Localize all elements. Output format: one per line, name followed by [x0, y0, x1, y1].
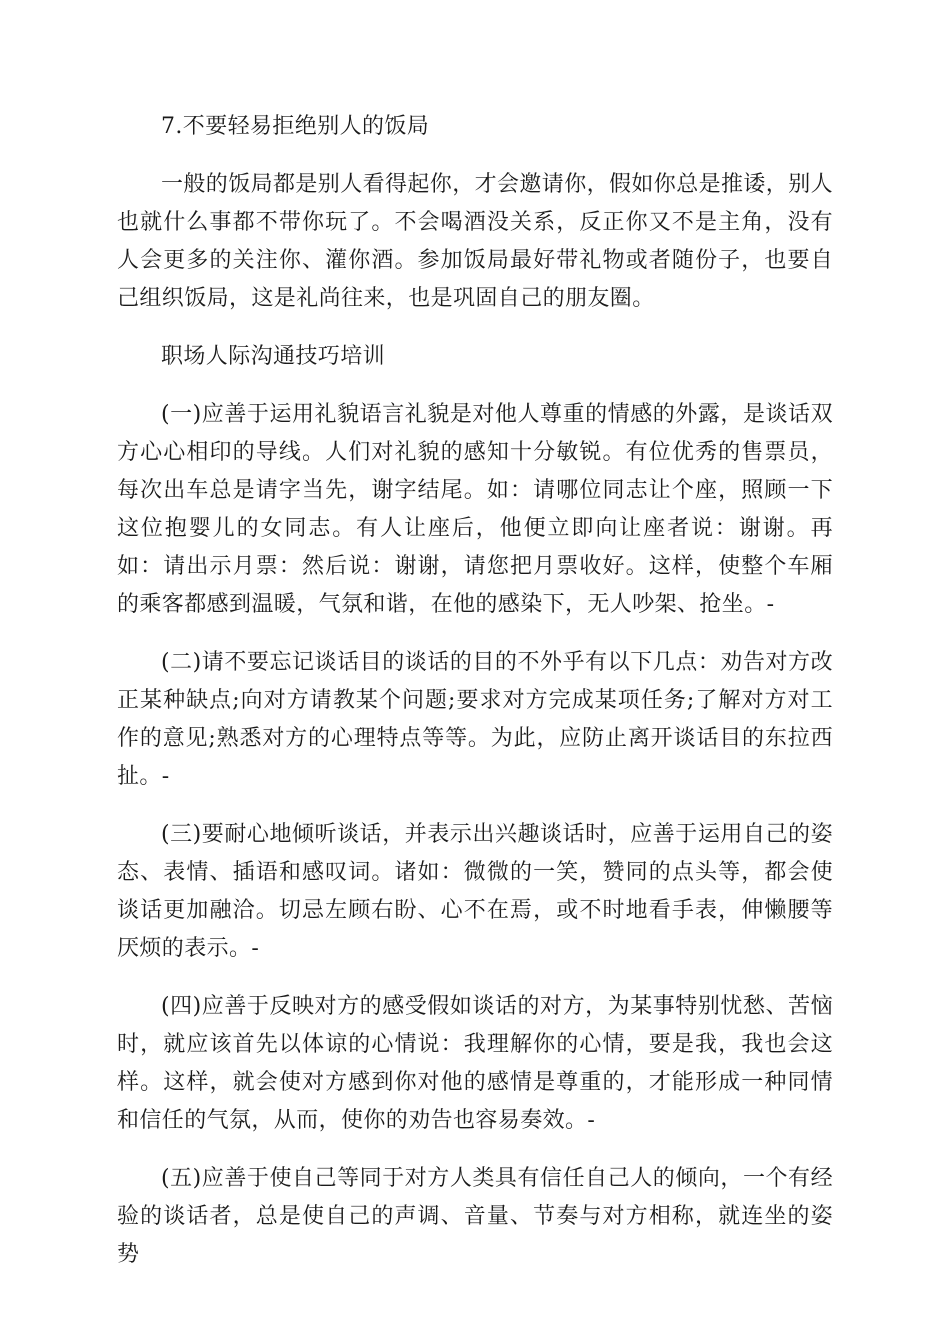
spacer [117, 796, 833, 816]
point-2-paragraph: (二)请不要忘记谈话目的谈话的目的不外乎有以下几点：劝告对方改正某种缺点;向对方请教某个问题;要求对方完成某项任务;了解对方对工作的意见;熟悉对方的心理特点等等。为此，应防止离开谈话目的东拉西扯。- [117, 650, 833, 789]
spacer [117, 318, 833, 338]
spacer [117, 146, 833, 166]
spacer [117, 1140, 833, 1160]
point-5-paragraph: (五)应善于使自己等同于对方人类具有信任自己人的倾向，一个有经验的谈话者，总是使自己的声调、音量、节奏与对方相称，就连坐的姿势 [117, 1166, 833, 1267]
point-3-paragraph: (三)要耐心地倾听谈话，并表示出兴趣谈话时，应善于运用自己的姿态、表情、插语和感叹词。诸如：微微的一笑，赞同的点头等，都会使谈话更加融洽。切忌左顾右盼、心不在焉，或不时地看手表，伸懒腰等厌烦的表示。- [117, 822, 833, 961]
section-7-heading: 7.不要轻易拒绝别人的饭局 [161, 114, 430, 139]
spacer [117, 376, 833, 396]
spacer [117, 968, 833, 988]
section-7-body: 一般的饭局都是别人看得起你，才会邀请你，假如你总是推诿，别人也就什么事都不带你玩了。不会喝酒没关系，反正你又不是主角，没有人会更多的关注你、灌你酒。参加饭局最好带礼物或者随份子，也要自己组织饭局，这是礼尚往来，也是巩固自己的朋友圈。 [117, 172, 834, 311]
spacer [117, 624, 833, 644]
point-4-paragraph: (四)应善于反映对方的感受假如谈话的对方，为某事特别忧愁、苦恼时，就应该首先以体谅的心情说：我理解你的心情，要是我，我也会这样。这样，就会使对方感到你对他的感情是尊重的，才能形成一种同情和信任的气氛，从而，使你的劝告也容易奏效。- [117, 994, 833, 1133]
training-heading: 职场人际沟通技巧培训 [161, 344, 386, 369]
document-content [117, 108, 833, 1274]
point-1-paragraph: (一)应善于运用礼貌语言礼貌是对他人尊重的情感的外露，是谈话双方心心相印的导线。人们对礼貌的感知十分敏锐。有位优秀的售票员，每次出车总是请字当先，谢字结尾。如：请哪位同志让个座，照顾一下这位抱婴儿的女同志。有人让座后，他便立即向让座者说：谢谢。再如：请出示月票：然后说：谢谢，请您把月票收好。这样，使整个车厢的乘客都感到温暖，气氛和谐，在他的感染下，无人吵架、抢坐。- [117, 402, 833, 617]
